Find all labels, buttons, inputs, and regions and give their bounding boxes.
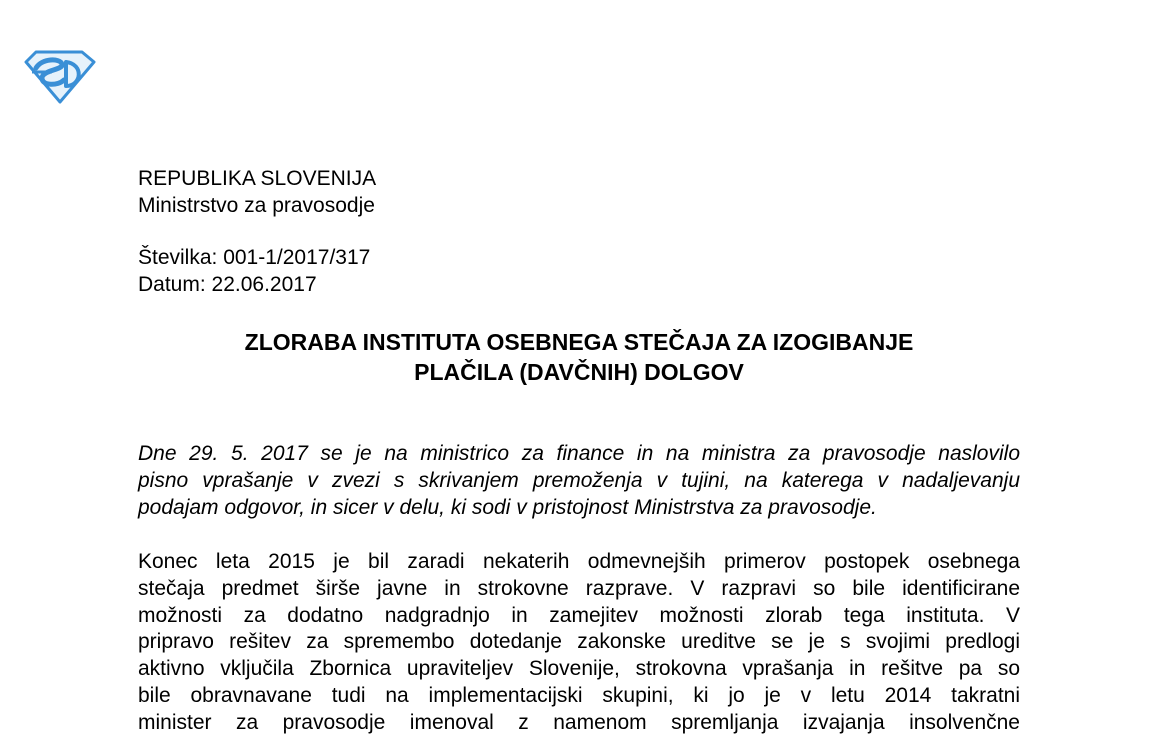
body-line: pripravo rešitev za spremembo dotedanje zakonske ureditve se je s svojimi predlogi — [138, 630, 1020, 654]
intro-line: Dne 29. 5. 2017 se je na ministrico za finance in na ministra za pravosodje naslovilo — [138, 442, 1020, 465]
document-reference — [138, 244, 370, 298]
intro-paragraph — [138, 441, 1020, 521]
document-date: Datum: 22.06.2017 — [138, 273, 317, 296]
org-line-republic: REPUBLIKA SLOVENIJA — [138, 167, 377, 190]
title-line-2: PLAČILA (DAVČNIH) DOLGOV — [414, 359, 744, 385]
body-line: bile obravnavane tudi na implementacijski skupini, ki jo je v letu 2014 takratni — [138, 683, 1020, 707]
document-number: Številka: 001-1/2017/317 — [138, 246, 371, 269]
body-line: minister za pravosodje imenoval z namenom spremljanja izvajanja insolvenčne — [138, 710, 1020, 734]
sd-shield-logo-icon — [22, 48, 96, 104]
body-line: aktivno vključila Zbornica upraviteljev Slovenije, strokovna vprašanja in rešitve pa so — [138, 657, 1020, 681]
body-paragraph — [138, 549, 1020, 737]
intro-line: podajam odgovor, in sicer v delu, ki sodi v pristojnost Ministrstva za pravosodje. — [138, 495, 877, 519]
org-line-ministry: Ministrstvo za pravosodje — [138, 194, 375, 217]
title-line-1: ZLORABA INSTITUTA OSEBNEGA STEČAJA ZA IZOGIBANJE — [244, 329, 914, 355]
document-title — [138, 327, 1020, 387]
body-line: možnosti za dodatno nadgradnjo in zamejitev možnosti zlorab tega instituta. V — [138, 603, 1020, 627]
body-line: stečaja predmet širše javne in strokovne razprave. V razpravi so bile identificirane — [138, 576, 1020, 600]
organization-header — [138, 165, 376, 219]
body-line: Konec leta 2015 je bil zaradi nekaterih odmevnejših primerov postopek osebnega — [138, 550, 1020, 573]
intro-line: pisno vprašanje v zvezi s skrivanjem premoženja v tujini, na katerega v nadaljevanju — [138, 468, 1020, 492]
